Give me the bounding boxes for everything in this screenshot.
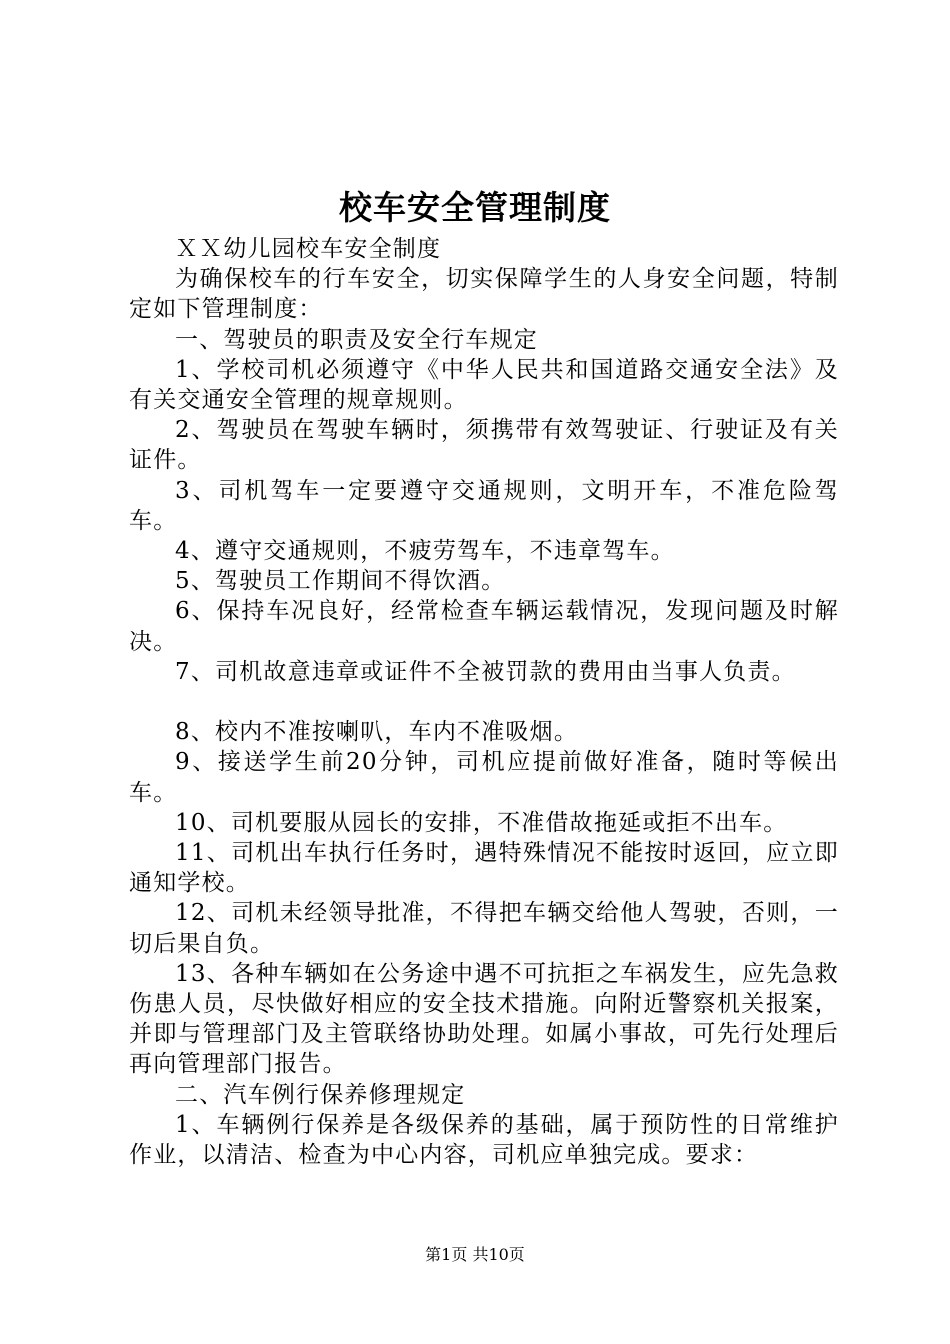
page-number-footer: 第1页 共10页	[425, 1245, 525, 1264]
section-heading-1: 一、驾驶员的职责及安全行车规定	[175, 326, 538, 353]
rule-item: 12、司机未经领导批准，不得把车辆交给他人驾驶，否则，一切后果自负。	[129, 900, 839, 957]
rule-item: 1、学校司机必须遵守《中华人民共和国道路交通安全法》及有关交通安全管理的规章规则。	[129, 356, 839, 414]
rule-item: 10、司机要服从园长的安排，不准借故拖延或拒不出车。	[175, 809, 788, 836]
paragraph-subtitle: ＸＸ幼儿园校车安全制度	[175, 236, 442, 262]
rule-item: 2、驾驶员在驾驶车辆时，须携带有效驾驶证、行驶证及有关证件。	[129, 417, 839, 474]
rule-item: 1、车辆例行保养是各级保养的基础，属于预防性的日常维护作业，以清洁、检查为中心内容，司机应单独完成。要求：	[129, 1111, 839, 1169]
rule-item: 6、保持车况良好，经常检查车辆运载情况，发现问题及时解决。	[129, 598, 839, 655]
rule-item: 3、司机驾车一定要遵守交通规则，文明开车，不准危险驾车。	[129, 477, 839, 534]
rule-item: 9、接送学生前20分钟，司机应提前做好准备，随时等候出车。	[129, 749, 839, 806]
document-body	[129, 234, 839, 1170]
rule-item: 7、司机故意违章或证件不全被罚款的费用由当事人负责。	[175, 658, 796, 685]
blank-line	[129, 687, 839, 717]
section-heading-2: 二、汽车例行保养修理规定	[175, 1081, 466, 1108]
rule-item: 11、司机出车执行任务时，遇特殊情况不能按时返回，应立即通知学校。	[129, 840, 839, 897]
rule-item: 4、遵守交通规则，不疲劳驾车，不违章驾车。	[175, 538, 675, 565]
rule-item: 8、校内不准按喇叭，车内不准吸烟。	[175, 719, 579, 746]
paragraph-intro: 为确保校车的行车安全，切实保障学生的人身安全问题，特制定如下管理制度：	[129, 266, 839, 323]
rule-item: 5、驾驶员工作期间不得饮酒。	[175, 568, 506, 595]
rule-item: 13、各种车辆如在公务途中遇不可抗拒之车祸发生，应先急救伤患人员，尽快做好相应的安全技术措施。向附近警察机关报案，并即与管理部门及主管联络协助处理。如属小事故，可先行处理后再向管理部门报告。	[129, 960, 839, 1078]
document-title: 校车安全管理制度	[339, 188, 611, 227]
